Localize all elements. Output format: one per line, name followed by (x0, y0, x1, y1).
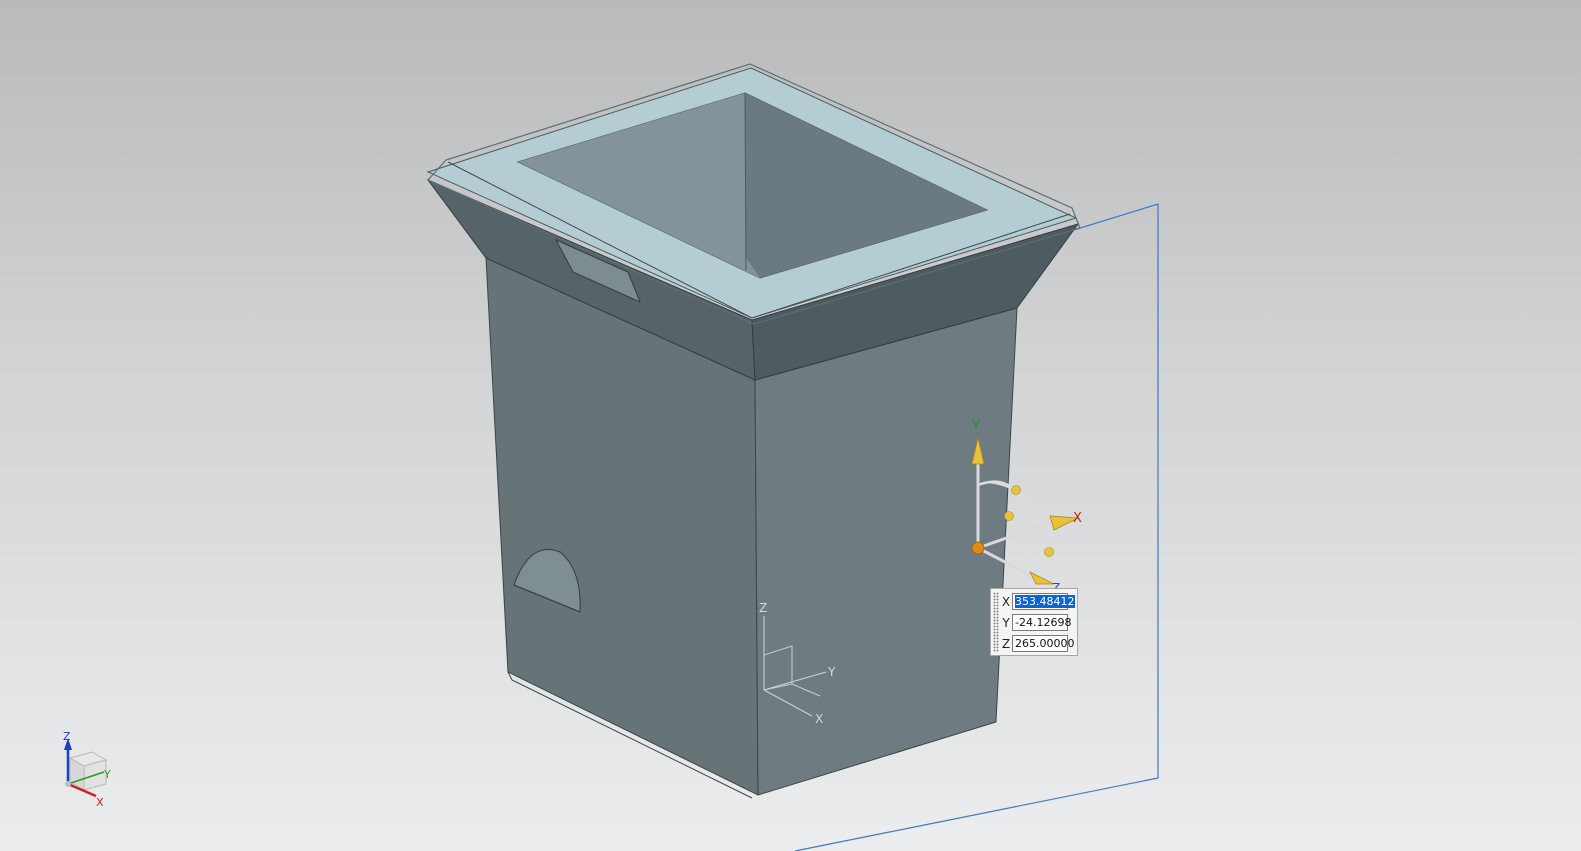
y-input[interactable]: -24.12698 (1012, 614, 1068, 631)
triad-y-label: Y (104, 768, 111, 781)
hopper-body[interactable] (428, 64, 1080, 798)
x-input[interactable] (1012, 593, 1075, 610)
manipulator-x-label: X (1073, 511, 1082, 526)
wcs-x-label: X (815, 712, 824, 726)
rotate-handle-2[interactable] (1005, 512, 1014, 521)
coord-row-x (1001, 592, 1075, 611)
coord-row-y (1001, 613, 1072, 632)
wcs-z-label: Z (759, 601, 768, 615)
triad-z-label: Z (63, 730, 71, 743)
wcs-y-label: Y (828, 665, 836, 679)
z-input[interactable]: 265.00000 (1012, 635, 1068, 652)
z-label: Z (1001, 636, 1011, 651)
origin-handle[interactable] (972, 542, 984, 554)
view-triad[interactable] (63, 730, 111, 809)
triad-x-label: X (96, 796, 104, 809)
x-input-value: 353.48412 (1015, 595, 1075, 608)
x-label: X (1001, 594, 1011, 609)
rotate-handle-1[interactable] (1012, 486, 1021, 495)
y-label: Y (1002, 615, 1010, 630)
popup-drag-grip[interactable] (993, 592, 999, 652)
coordinate-entry-popup[interactable] (990, 588, 1078, 656)
coord-row-z (1001, 634, 1075, 653)
rotate-handle-3[interactable] (1045, 548, 1054, 557)
z-axis-handle[interactable] (1030, 572, 1054, 584)
manipulator-y-label: Y (972, 419, 980, 434)
